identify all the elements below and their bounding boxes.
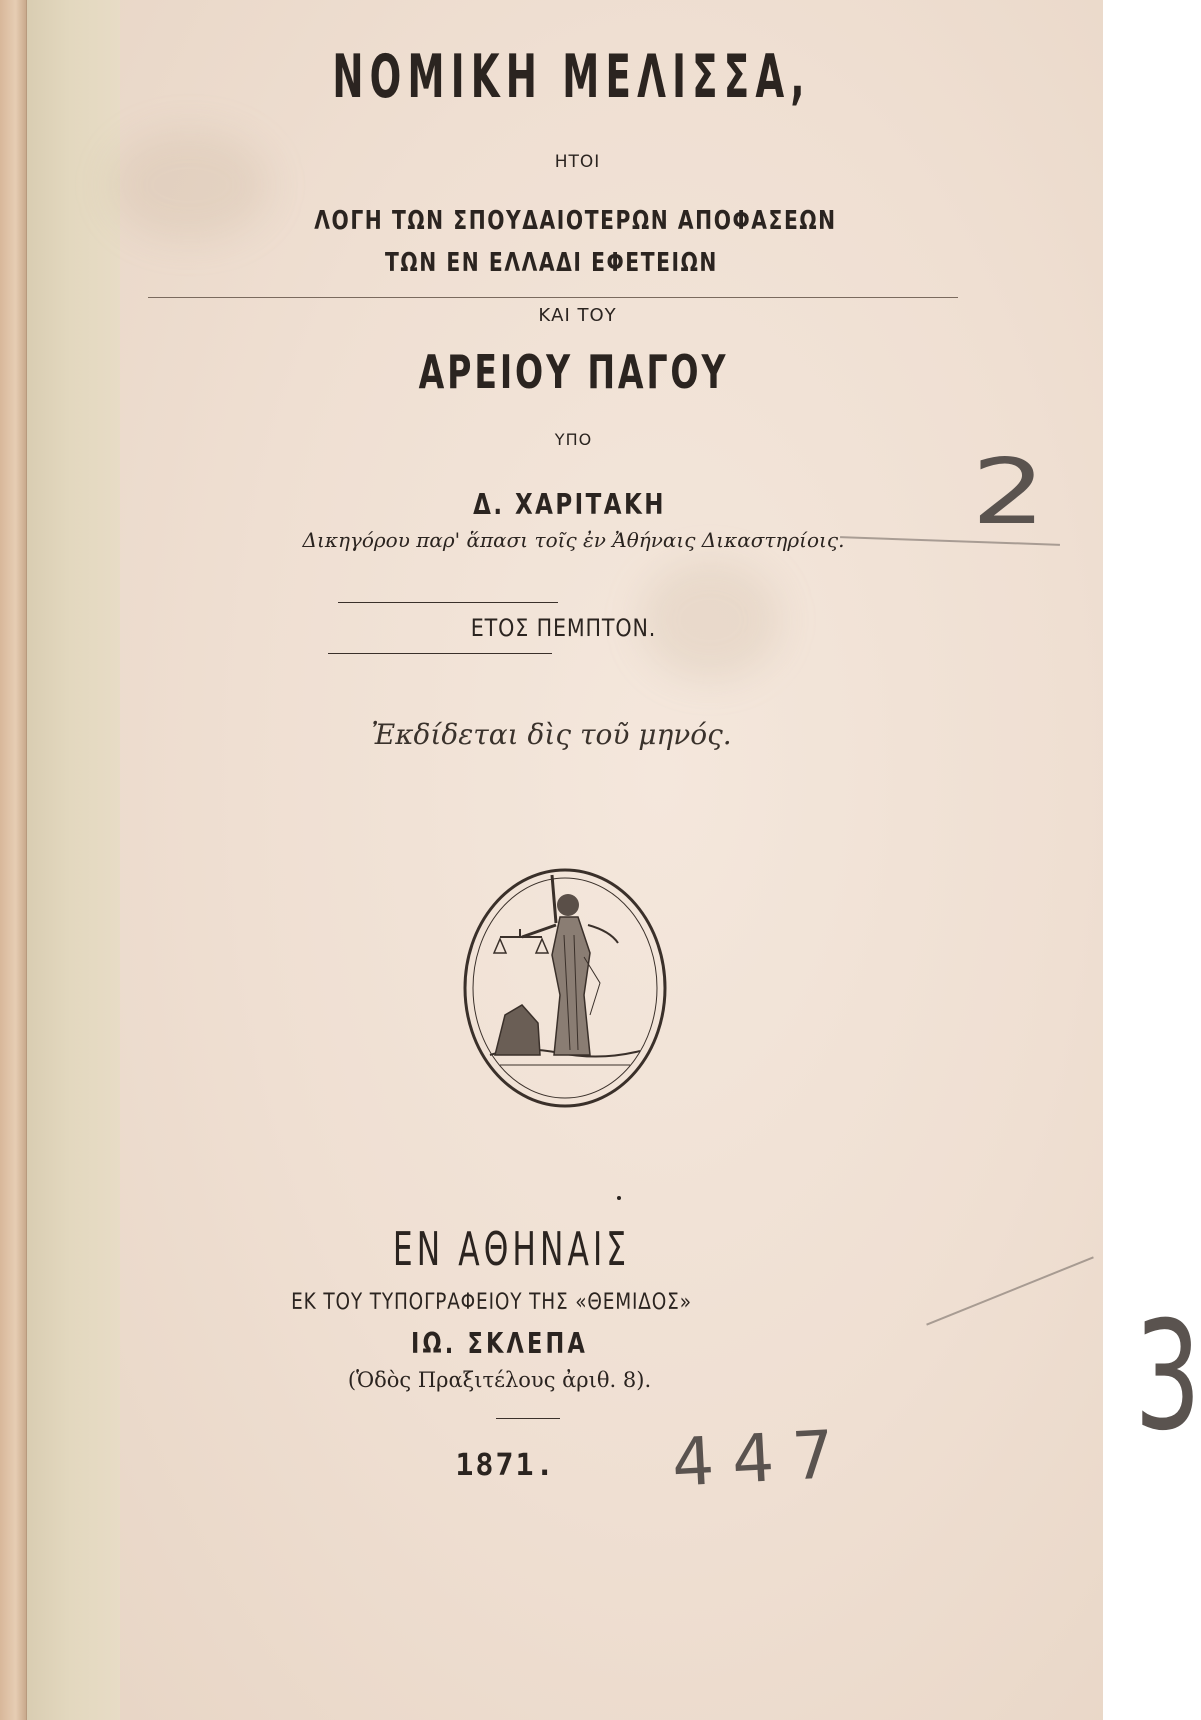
publication-frequency: Ἐκδίδεται δὶς τοῦ μηνός. bbox=[371, 718, 732, 751]
imprint-city: ΕΝ ΑΘΗΝΑΙΣ bbox=[392, 1222, 631, 1276]
court-name: ΑΡΕΙΟΥ ΠΑΓΟΥ bbox=[418, 345, 729, 399]
and-the-label: ΚΑΙ ΤΟΥ bbox=[538, 305, 617, 326]
title-connector: ΗΤΟΙ bbox=[554, 152, 601, 172]
divider-rule bbox=[148, 297, 958, 298]
handwritten-mark-2: 2 bbox=[971, 440, 1046, 545]
author-description: Δικηγόρου παρ' ἅπασι τοῖς ἐν Ἀθήναις Δικαστηρίοις. bbox=[302, 528, 845, 552]
justice-figure-seal-icon bbox=[460, 865, 670, 1111]
imprint-address: (Ὁδὸς Πραξιτέλους ἀριθ. 8). bbox=[347, 1368, 652, 1392]
year-rule bbox=[496, 1418, 560, 1419]
volume-rule-bottom bbox=[328, 653, 552, 654]
handwritten-number-447: 447 bbox=[670, 1415, 854, 1502]
ornament-dot bbox=[617, 1196, 621, 1200]
subtitle-line-1: ΛΟΓΗ ΤΩΝ ΣΠΟΥΔΑΙΟΤΕΡΩΝ ΑΠΟΦΑΣΕΩΝ bbox=[314, 206, 837, 236]
volume-rule-top bbox=[338, 602, 558, 603]
volume-label: ΕΤΟΣ ΠΕΜΠΤΟΝ. bbox=[470, 614, 657, 642]
imprint-printer: ΕΚ ΤΟΥ ΤΥΠΟΓΡΑΦΕΙΟΥ ΤΗΣ «ΘΕΜΙΔΟΣ» bbox=[291, 1290, 692, 1315]
handwritten-mark-3: 3 bbox=[1134, 1290, 1201, 1464]
subtitle-line-2: ΤΩΝ ΕΝ ΕΛΛΑΔΙ ΕΦΕΤΕΙΩΝ bbox=[385, 248, 718, 278]
pencil-stroke bbox=[926, 1256, 1094, 1325]
page-title: ΝΟΜΙΚΗ ΜΕΛΙΣΣΑ, bbox=[332, 42, 811, 112]
title-page bbox=[120, 0, 1201, 1720]
publication-year: 1871. bbox=[455, 1448, 556, 1483]
imprint-publisher: ΙΩ. ΣΚΛΕΠΑ bbox=[410, 1327, 589, 1360]
by-label: ΥΠΟ bbox=[554, 430, 593, 449]
author-name: Δ. ΧΑΡΙΤΑΚΗ bbox=[473, 488, 666, 521]
